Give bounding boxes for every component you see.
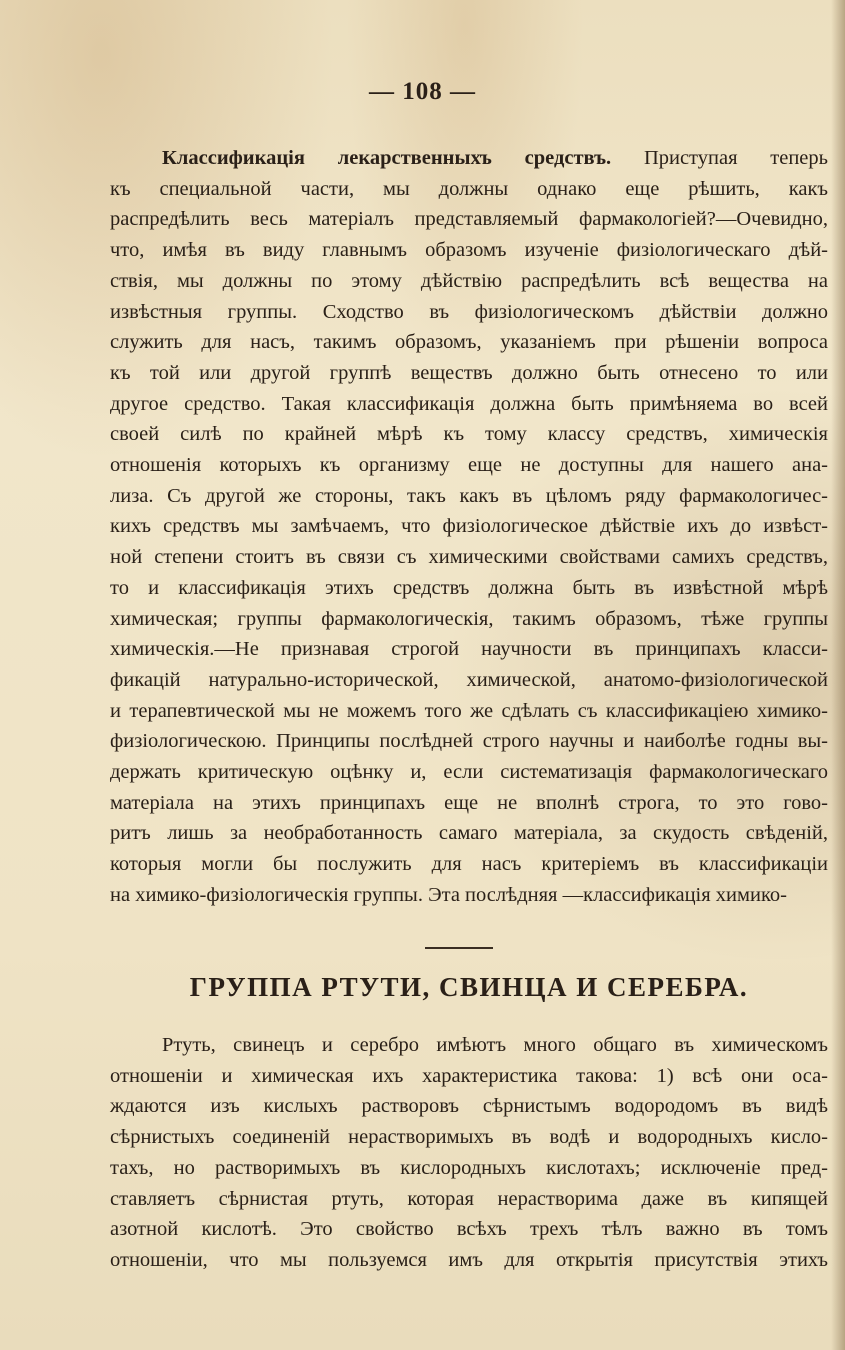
section-divider bbox=[425, 947, 493, 949]
paragraph-line: химическая; группы фармакологическія, такимъ образомъ, тѣже группы bbox=[110, 607, 828, 630]
paragraph-line: фикацій натурально-исторической, химической, анатомо-физіологической bbox=[110, 668, 828, 691]
paragraph-line: ной степени стоитъ въ связи съ химическими свойствами самихъ средствъ, bbox=[110, 546, 828, 569]
paragraph-line: матеріала на этихъ принципахъ еще не вполнѣ строга, то это гово- bbox=[110, 791, 828, 814]
paragraph-line: и терапевтической мы не можемъ того же сдѣлать съ классификаціею химико- bbox=[110, 699, 828, 722]
paragraph-line: другое средство. Такая классификація должна быть примѣняема во всей bbox=[110, 392, 828, 415]
paragraph-line: физіологическою. Принципы послѣдней строго научны и наиболѣе годны вы- bbox=[110, 730, 828, 753]
paragraph-line: служить для насъ, такимъ образомъ, указаніемъ при рѣшеніи вопроса bbox=[110, 331, 828, 354]
paragraph-line: отношенія которыхъ къ организму еще не доступны для нашего ана- bbox=[110, 454, 828, 477]
paragraph-line: лиза. Съ другой же стороны, такъ какъ въ цѣломъ ряду фармакологичес- bbox=[110, 484, 828, 507]
section-heading: ГРУППА РТУТИ, СВИНЦА И СЕРЕБРА. bbox=[189, 972, 749, 1002]
paragraph-line: ритъ лишь за необработанность самаго матеріала, за скудость свѣденій, bbox=[110, 822, 828, 845]
paragraph-line: сѣрнистыхъ соединеній нерастворимыхъ въ водѣ и водородныхъ кисло- bbox=[110, 1126, 828, 1149]
paragraph-line bbox=[110, 143, 828, 174]
paragraph-line: своей силѣ по крайней мѣрѣ къ тому классу средствъ, химическія bbox=[110, 423, 828, 446]
paragraph-mercury-lead-silver bbox=[110, 1030, 828, 1276]
paragraph-line: что, имѣя въ виду главнымъ образомъ изученіе физіологическаго дѣй- bbox=[110, 239, 828, 262]
paragraph-line: держать критическую оцѣнку и, если систематизація фармакологическаго bbox=[110, 761, 828, 784]
paragraph-line: отношеніи и химическая ихъ характеристика такова: 1) всѣ они оса- bbox=[110, 1064, 828, 1087]
paragraph-line: къ специальной части, мы должны однако еще рѣшить, какъ bbox=[110, 177, 828, 200]
paragraph-line: азотной кислотѣ. Это свойство всѣхъ трехъ тѣлъ важно въ томъ bbox=[110, 1218, 828, 1241]
paragraph-line: Ртуть, свинецъ и серебро имѣютъ много общаго въ химическомъ bbox=[162, 1034, 828, 1056]
paragraph-line: отношеніи, что мы пользуемся имъ для открытія присутствія этихъ bbox=[110, 1248, 828, 1271]
paragraph-line: ждаются изъ кислыхъ растворовъ сѣрнистымъ водородомъ въ видѣ bbox=[110, 1095, 828, 1118]
paragraph-classification bbox=[110, 143, 828, 911]
page-number: — 108 — bbox=[369, 78, 476, 105]
paragraph-line: то и классификація этихъ средствъ должна быть въ извѣстной мѣрѣ bbox=[110, 576, 828, 599]
paragraph-line: тахъ, но растворимыхъ въ кислородныхъ кислотахъ; исключеніе пред- bbox=[110, 1156, 828, 1179]
run-in-heading: Классификація лекарственныхъ средствъ. bbox=[162, 147, 612, 169]
paragraph-line: извѣстныя группы. Сходство въ физіологическомъ дѣйствіи должно bbox=[110, 300, 828, 323]
paragraph-line: ставляетъ сѣрнистая ртуть, которая нерастворима даже въ кипящей bbox=[110, 1187, 828, 1210]
first-line-text: Приступая теперь bbox=[643, 147, 828, 169]
paragraph-line: распредѣлить весь матеріалъ представляемый фармакологіей?—Очевидно, bbox=[110, 208, 828, 231]
page-spine-shadow bbox=[831, 0, 845, 1350]
paragraph-line: ствія, мы должны по этому дѣйствію распредѣлить всѣ вещества на bbox=[110, 269, 828, 292]
paragraph-line: къ той или другой группѣ веществъ должно быть отнесено то или bbox=[110, 361, 828, 384]
paragraph-line: которыя могли бы послужить для насъ критеріемъ въ классификаціи bbox=[110, 853, 828, 876]
paragraph-line: на химико-физіологическія группы. Эта послѣдняя —классификація химико- bbox=[110, 883, 787, 906]
paragraph-line: кихъ средствъ мы замѣчаемъ, что физіологическое дѣйствіе ихъ до извѣст- bbox=[110, 515, 828, 538]
paragraph-line: химическія.—Не признавая строгой научности въ принципахъ класси- bbox=[110, 638, 828, 661]
